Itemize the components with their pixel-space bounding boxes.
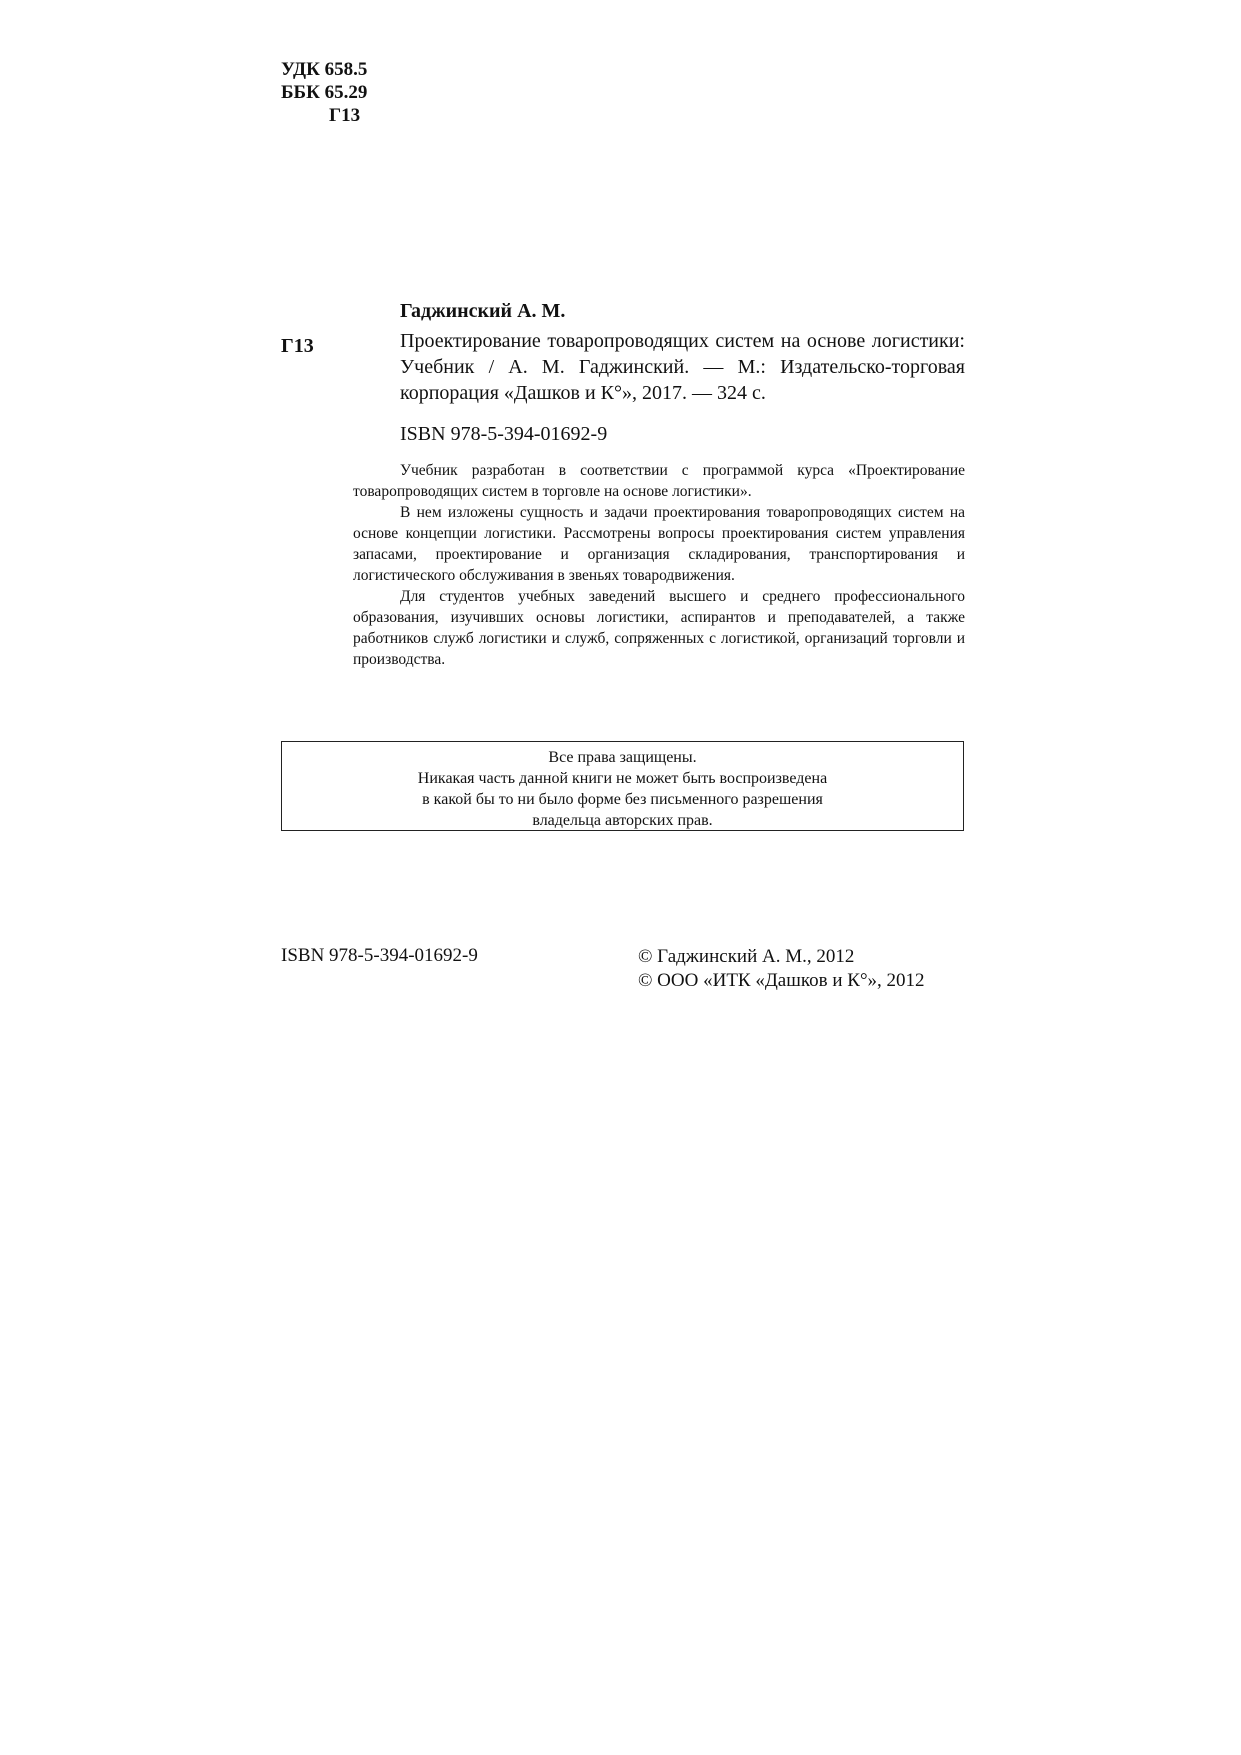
bibliographic-description: Проектирование товаропроводящих систем на основе логистики: Учебник / А. М. Гаджинский. — М.: Издательско-торговая корпорация «Дашков и К°», 2017. — 324 с. — [400, 330, 965, 404]
annotation — [353, 460, 965, 670]
author-mark: Г13 — [329, 105, 361, 126]
rights-line-2: Никакая часть данной книги не может быть воспроизведена — [417, 770, 828, 787]
classification-block — [281, 58, 367, 127]
annotation-paragraph-3: Для студентов учебных заведений высшего и среднего профессионального образования, изучивших основы логистики, аспирантов и преподавателей, а также работников служб логистики и служб, сопряженных с логистикой, организаций торговли и производства. — [353, 588, 965, 668]
author-mark-left: Г13 — [281, 335, 314, 357]
author-name: Гаджинский А. М. — [400, 300, 566, 322]
bbk-code: ББК 65.29 — [281, 82, 368, 103]
udk-code: УДК 658.5 — [281, 59, 368, 80]
annotation-paragraph-1: Учебник разработан в соответствии с программой курса «Проектирование товаропроводящих систем в торговле на основе логистики». — [353, 462, 965, 500]
copyright-publisher: © ООО «ИТК «Дашков и К°», 2012 — [638, 970, 925, 991]
copyright-author: © Гаджинский А. М., 2012 — [638, 946, 855, 967]
rights-line-3: в какой бы то ни было форме без письменного разрешения — [422, 791, 823, 808]
footer-isbn: ISBN 978-5-394-01692-9 — [281, 945, 478, 966]
rights-line-4: владельца авторских прав. — [532, 812, 713, 829]
copyright-block — [638, 945, 925, 993]
rights-notice-box — [281, 741, 964, 831]
annotation-paragraph-2: В нем изложены сущность и задачи проектирования товаропроводящих систем на основе концепции логистики. Рассмотрены вопросы проектирования систем управления запасами, проектирование и организация складирования, транспортирования и логистического обслуживания в звеньях товародвижения. — [353, 504, 965, 584]
rights-line-1: Все права защищены. — [548, 749, 697, 766]
isbn-line: ISBN 978-5-394-01692-9 — [400, 423, 608, 445]
